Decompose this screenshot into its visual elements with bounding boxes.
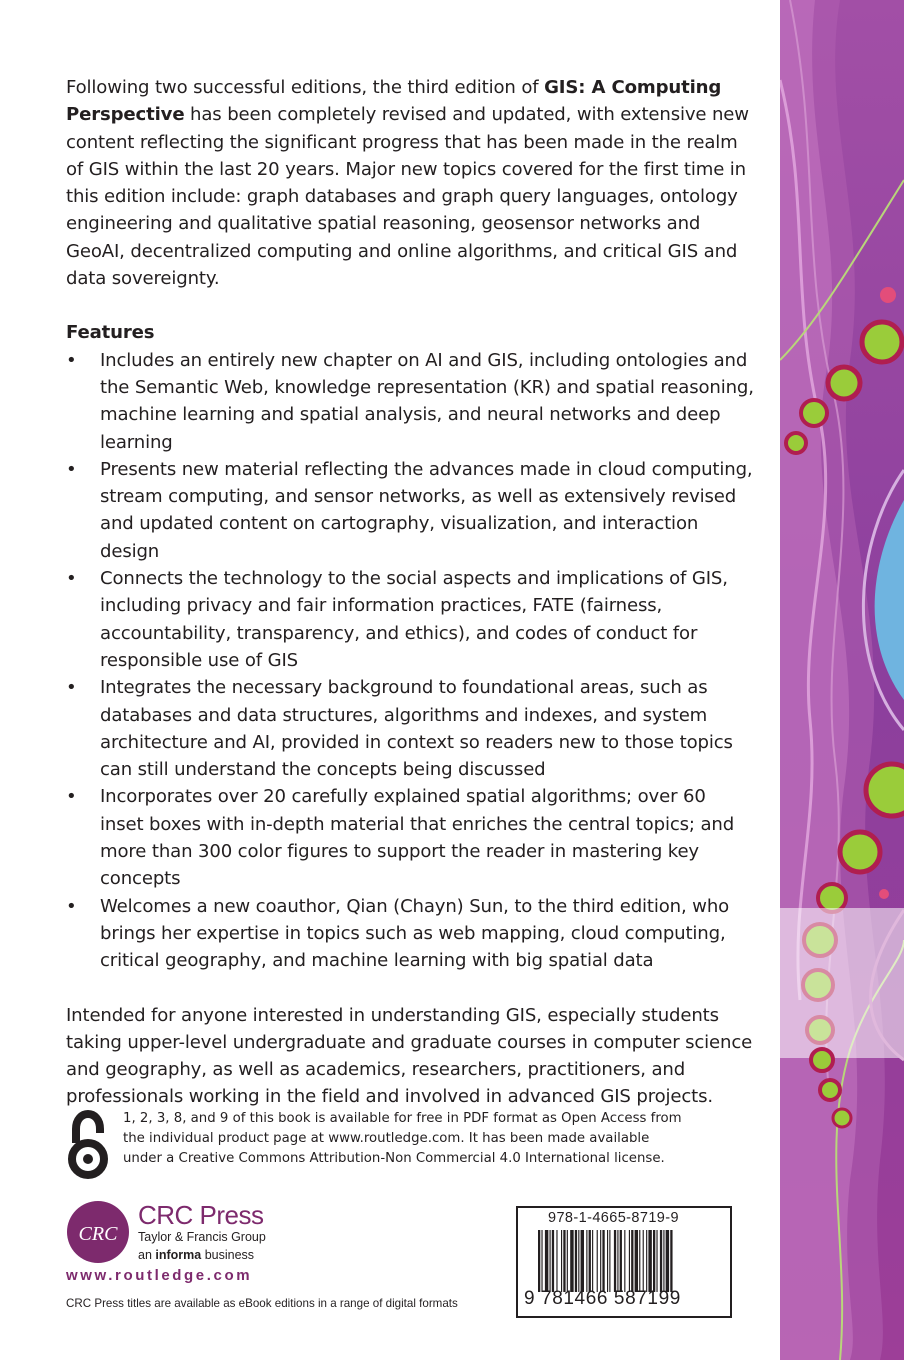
bullet: • [66, 568, 77, 590]
barcode-bar [648, 1230, 651, 1292]
barcode-bar [629, 1230, 630, 1292]
publisher-group: Taylor & Francis Group [138, 1230, 266, 1244]
book-title: GIS: A Computing Perspective [66, 77, 722, 126]
barcode-bar [631, 1230, 633, 1292]
barcode-bar [567, 1230, 568, 1292]
barcode-bar [538, 1230, 540, 1292]
barcode-bar [570, 1230, 573, 1292]
barcode-bar [666, 1230, 669, 1292]
barcode-bar [643, 1230, 644, 1292]
barcode-bar [556, 1230, 557, 1292]
feature-item: • Incorporates over 20 carefully explained spatial algorithms; over 60 inset boxes with in-depth material that enriches the central topics; and more than 300 color figures to support the reader in mastering key concepts [66, 783, 754, 892]
intro-paragraph [66, 74, 754, 292]
barcode-bar [602, 1230, 604, 1292]
closing-paragraph: Intended for anyone interested in understanding GIS, especially students taking upper-level undergraduate and graduate courses in computer science and geography, as well as academics, researchers, practitioners, and professionals working in the field and involved in advanced GIS projects. [66, 1004, 753, 1108]
barcode-bar [670, 1230, 672, 1292]
bullet: • [66, 895, 77, 917]
bullet: • [66, 677, 77, 699]
barcode-bar [639, 1230, 640, 1292]
ebook-note: CRC Press titles are available as eBook editions in a range of digital formats [66, 1297, 458, 1310]
feature-item: • Welcomes a new coauthor, Qian (Chayn) Sun, to the third edition, who brings her expertise in topics such as web mapping, cloud computing, critical geography, and machine learning with big spatial data [66, 893, 754, 975]
features-list [66, 347, 754, 975]
bullet: • [66, 786, 77, 808]
barcode-bar [653, 1230, 655, 1292]
barcode-bar [561, 1230, 562, 1292]
barcode-bar [592, 1230, 593, 1292]
feature-item: • Integrates the necessary background to foundational areas, such as databases and data structures, algorithms and indexes, and system architecture and AI, provided in context so readers new to those topics can still understand the concepts being discussed [66, 674, 754, 783]
bullet: • [66, 349, 77, 371]
barcode-bar [609, 1230, 610, 1292]
feature-item: • Connects the technology to the social aspects and implications of GIS, including privacy and fair information practices, FATE (fairness, accountability, transparency, and ethics), and codes of conduct for responsible use of GIS [66, 565, 754, 674]
bullet: • [66, 458, 77, 480]
barcode-bar [646, 1230, 647, 1292]
ean-digits: 9 781466 587199 [524, 1288, 681, 1309]
back-cover-text [66, 74, 754, 1111]
barcode-bar [656, 1230, 657, 1292]
barcode-bar [578, 1230, 579, 1292]
feature-item: • Includes an entirely new chapter on AI and GIS, including ontologies and the Semantic Web, knowledge representation (KR) and spatial reasoning, machine learning and spatial analysis, and neural networks and deep learning [66, 347, 754, 456]
open-access-text: 1, 2, 3, 8, and 9 of this book is available for free in PDF format as Open Access from the individual product page at www.routledge.com. It has been made available under a Creative Commons Attribution-Non Commercial 4.0 International license. [123, 1111, 682, 1166]
barcode-bar [552, 1230, 554, 1292]
barcode-bar [589, 1230, 591, 1292]
decorative-artwork [780, 0, 904, 1360]
informa-tagline: an informa business [138, 1248, 255, 1262]
features-heading: Features [66, 322, 155, 344]
barcode-bar [550, 1230, 551, 1292]
isbn-barcode [516, 1206, 732, 1318]
barcode-bar [663, 1230, 664, 1292]
barcode-bar [614, 1230, 616, 1292]
barcode-bar [607, 1230, 608, 1292]
barcode-bars [538, 1230, 710, 1292]
barcode-bar [581, 1230, 584, 1292]
barcode-bar [563, 1230, 565, 1292]
barcode-bar [660, 1230, 662, 1292]
publisher-name: CRC Press [138, 1200, 264, 1230]
crc-press-logo [66, 1200, 130, 1264]
barcode-bar [575, 1230, 577, 1292]
barcode-bar [600, 1230, 601, 1292]
barcode-bar [586, 1230, 587, 1292]
barcode-bar [541, 1230, 542, 1292]
open-access-lock-icon [66, 1109, 110, 1179]
barcode-bar [597, 1230, 598, 1292]
barcode-bar [635, 1230, 638, 1292]
barcode-bar [617, 1230, 618, 1292]
intro-text-start: Following two successful editions, the third edition of [66, 77, 545, 98]
svg-text:CRC: CRC [78, 1223, 118, 1245]
barcode-bar [624, 1230, 625, 1292]
intro-text-end: has been completely revised and updated, with extensive new content reflecting the significant progress that has been made in the realm of GIS within the last 20 years. Major new topics covered for the first time in this edition include: graph databases and graph query languages, ontology engineering and qualitative spatial reasoning, geosensor networks and GeoAI, decentralized computing and online algorithms, and critical GIS and data sovereignty. [66, 104, 749, 290]
publisher-website: www.routledge.com [66, 1267, 253, 1284]
barcode-bar [620, 1230, 622, 1292]
isbn-number: 978-1-4665-8719-9 [548, 1210, 679, 1226]
feature-item: • Presents new material reflecting the advances made in cloud computing, stream computing, and sensor networks, as well as extensively revised and updated content on cartography, visualization, and interaction design [66, 456, 754, 565]
barcode-bar [545, 1230, 548, 1292]
